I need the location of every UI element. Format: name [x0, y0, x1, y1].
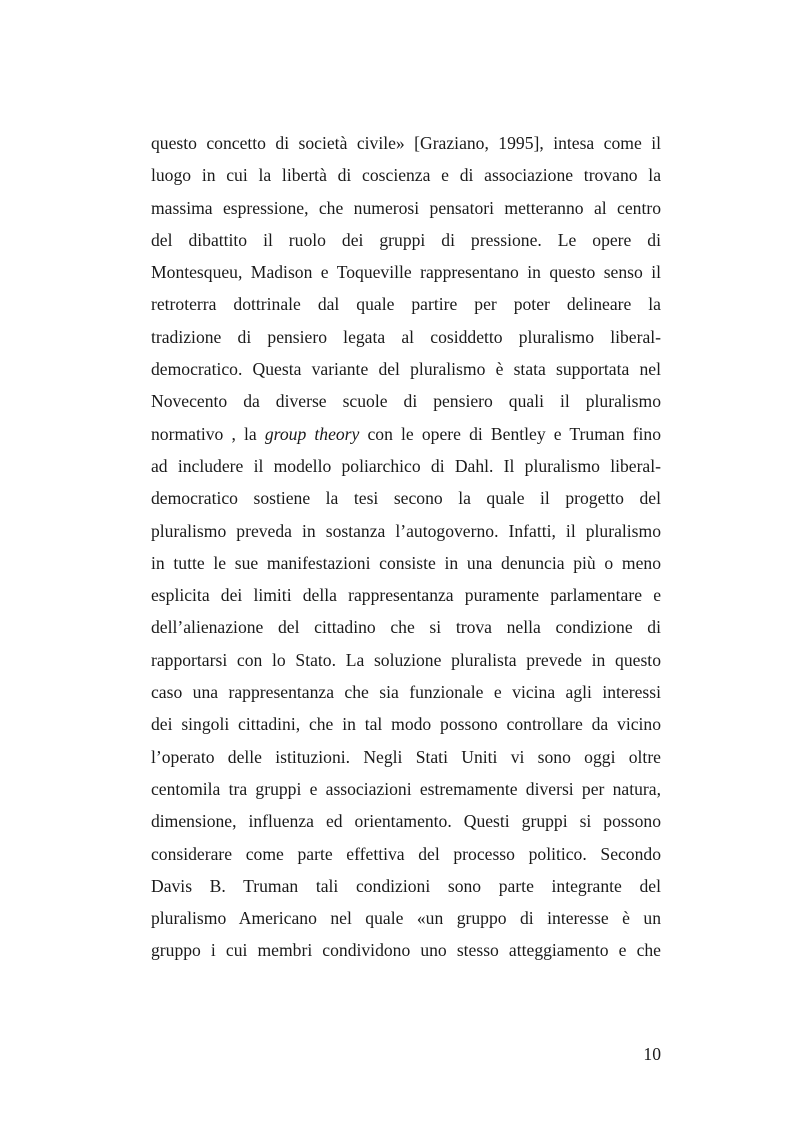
text-line: dei singoli cittadini, che in tal modo possono controllare da vicino: [151, 714, 661, 735]
text-line: gruppo i cui membri condividono uno stesso atteggiamento e che: [151, 940, 661, 961]
text-line: del dibattito il ruolo dei gruppi di pressione. Le opere di: [151, 229, 661, 250]
text-line: in tutte le sue manifestazioni consiste in una denuncia più o meno: [151, 552, 661, 573]
text-segment: normativo , la: [151, 423, 265, 444]
text-line: democratico. Questa variante del pluralismo è stata supportata nel: [151, 359, 661, 380]
text-line: Montesqueu, Madison e Toqueville rappresentano in questo senso il: [151, 262, 661, 283]
text-line: luogo in cui la libertà di coscienza e di associazione trovano la: [151, 165, 661, 186]
text-line: l’operato delle istituzioni. Negli Stati Uniti vi sono oggi oltre: [151, 746, 661, 767]
text-line: considerare come parte effettiva del processo politico. Secondo: [151, 843, 661, 864]
text-line: pluralismo Americano nel quale «un gruppo di interesse è un: [151, 908, 661, 929]
text-line: tradizione di pensiero legata al cosiddetto pluralismo liberal-: [151, 326, 661, 347]
text-line: pluralismo preveda in sostanza l’autogoverno. Infatti, il pluralismo: [151, 520, 661, 541]
italic-term: group theory: [264, 423, 360, 444]
text-line: ad includere il modello poliarchico di Dahl. Il pluralismo liberal-: [151, 455, 661, 476]
text-line: Novecento da diverse scuole di pensiero quali il pluralismo: [151, 391, 661, 412]
text-line: dell’alienazione del cittadino che si trova nella condizione di: [151, 617, 661, 638]
text-line: centomila tra gruppi e associazioni estremamente diversi per natura,: [151, 778, 661, 799]
text-line: caso una rappresentanza che sia funzionale e vicina agli interessi: [151, 682, 661, 703]
text-line: dimensione, influenza ed orientamento. Questi gruppi si possono: [151, 811, 661, 832]
page-number: 10: [643, 1044, 661, 1064]
body-text: [151, 127, 661, 967]
text-line: democratico sostiene la tesi secono la quale il progetto del: [151, 488, 661, 509]
text-line: rapportarsi con lo Stato. La soluzione pluralista prevede in questo: [151, 649, 661, 670]
text-line: esplicita dei limiti della rappresentanza puramente parlamentare e: [151, 585, 661, 606]
text-line: massima espressione, che numerosi pensatori metteranno al centro: [151, 197, 661, 218]
text-line: Davis B. Truman tali condizioni sono parte integrante del: [151, 875, 661, 896]
text-segment: con le opere di Bentley e Truman fino: [359, 423, 661, 444]
text-line: retroterra dottrinale dal quale partire per poter delineare la: [151, 294, 661, 315]
text-line: questo concetto di società civile» [Graziano, 1995], intesa come il: [151, 133, 661, 153]
text-line-with-italic: [151, 418, 661, 450]
